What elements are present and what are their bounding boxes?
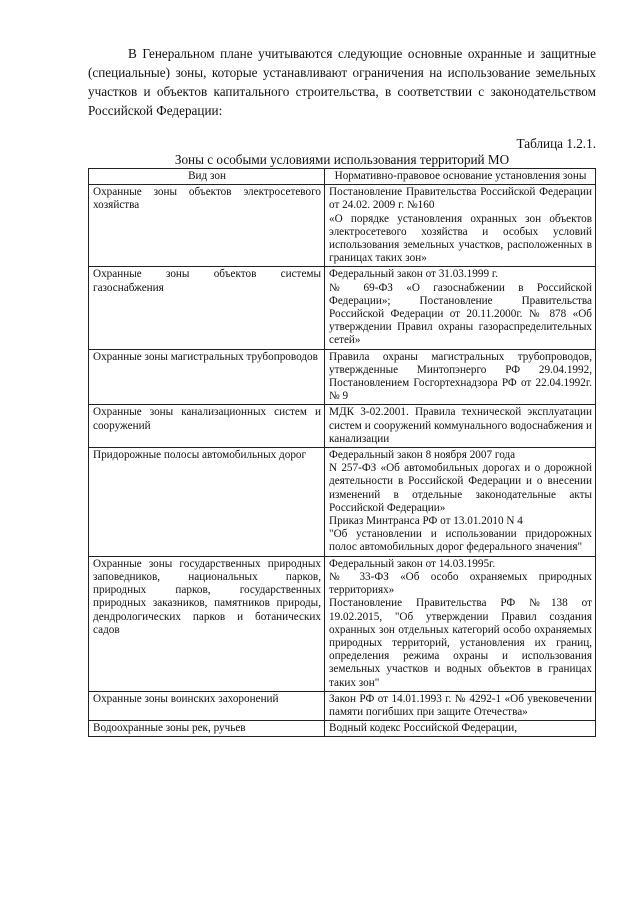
- table-row: [89, 691, 596, 720]
- basis-cell: [325, 448, 596, 557]
- basis-line: Водный кодекс Российской Федерации,: [329, 722, 517, 735]
- table-title: Зоны с особыми условиями использования территорий МО: [174, 152, 510, 167]
- table-row: [89, 267, 596, 349]
- zone-cell: Охранные зоны магистральных трубопроводов: [89, 349, 325, 405]
- basis-cell: [325, 349, 596, 405]
- basis-cell: [325, 185, 596, 267]
- zone-cell: Охранные зоны объектов системы газоснабжения: [89, 267, 325, 349]
- table-header-row: [89, 169, 596, 185]
- zone-cell: Охранные зоны канализационных систем и сооружений: [89, 405, 325, 448]
- basis-line: «О порядке установления охранных зон объектов электросетевого хозяйства и особых условий использования земельных участков, расположенных в границах таких зон»: [329, 212, 592, 265]
- zone-cell: Охранные зоны воинских захоронений: [89, 691, 325, 720]
- basis-line: Правила охраны магистральных трубопроводов, утвержденные Минтопэнерго РФ 29.04.1992, Постановлением Госгортехнадзора РФ от 22.04.1992г. № 9: [329, 350, 592, 403]
- basis-line: "Об установлении и использовании придорожных полос автомобильных дорог федерального значения": [329, 528, 592, 554]
- basis-cell: [325, 721, 596, 737]
- table-row: [89, 448, 596, 557]
- table-row: [89, 185, 596, 267]
- basis-line: Федеральный закон 8 ноября 2007 года: [329, 449, 516, 462]
- intro-paragraph: В Генеральном плане учитываются следующие основные охранные и защитные (специальные) зоны, которые устанавливают ограничения на использование земельных участков и объектов капитального строительства, в соответствии с законодательством Российской Федерации:: [88, 46, 596, 118]
- basis-cell: [325, 691, 596, 720]
- header-legal-basis: Нормативно-правовое основание установления зоны: [325, 169, 596, 185]
- basis-line: N 257-ФЗ «Об автомобильных дорогах и о дорожной деятельности в Российской Федерации и о внесении изменений в отдельные законодательные акты Российской Федерации»: [329, 462, 592, 514]
- table-row: [89, 349, 596, 405]
- zones-table: [88, 168, 596, 737]
- basis-line: Закон РФ от 14.01.1993 г. № 4292-1 «Об увековечении памяти погибших при защите Отечества»: [329, 692, 592, 718]
- basis-line: Федеральный закон от 14.03.1995г.: [329, 557, 496, 570]
- basis-cell: [325, 405, 596, 448]
- zone-cell: Придорожные полосы автомобильных дорог: [89, 448, 325, 557]
- basis-line: Постановление Правительства Российской Федерации от 24.02. 2009 г. №160: [329, 186, 592, 212]
- basis-line: Постановление Правительства РФ №138 от 19.02.2015, "Об утверждении Правил создания охранных зон отдельных категорий особо охраняемых природных территорий, установления их границ, определения режима охраны и использования земельных участков и водных объектов в границах таких зон": [329, 597, 592, 689]
- zone-cell: Водоохранные зоны рек, ручьев: [89, 721, 325, 737]
- table-number: Таблица 1.2.1.: [516, 136, 596, 151]
- header-zone-type: Вид зон: [89, 169, 325, 185]
- basis-line: № 69-ФЗ «О газоснабжении в Российской Федерации»; Постановление Правительства Российской Федерации от 20.11.2000г. № 878 «Об утверждении Правил охраны газораспределительных сетей»: [329, 281, 592, 347]
- basis-line: МДК 3-02.2001. Правила технической эксплуатации систем и сооружений коммунального водоснабжения и канализации: [329, 406, 592, 445]
- table-row: [89, 405, 596, 448]
- basis-cell: [325, 556, 596, 691]
- basis-line: № 33-ФЗ «Об особо охраняемых природных территориях»: [329, 570, 592, 597]
- table-row: [89, 556, 596, 691]
- zone-cell: Охранные зоны объектов электросетевого хозяйства: [89, 185, 325, 267]
- basis-line: Федеральный закон от 31.03.1999 г.: [329, 268, 498, 281]
- table-row: [89, 721, 596, 737]
- basis-line: Приказ Минтранса РФ от 13.01.2010 N 4: [329, 515, 523, 528]
- basis-cell: [325, 267, 596, 349]
- zone-cell: Охранные зоны государственных природных заповедников, национальных парков, природных парков, государственных природных заказников, памятников природы, дендрологических парков и ботанических садов: [89, 556, 325, 691]
